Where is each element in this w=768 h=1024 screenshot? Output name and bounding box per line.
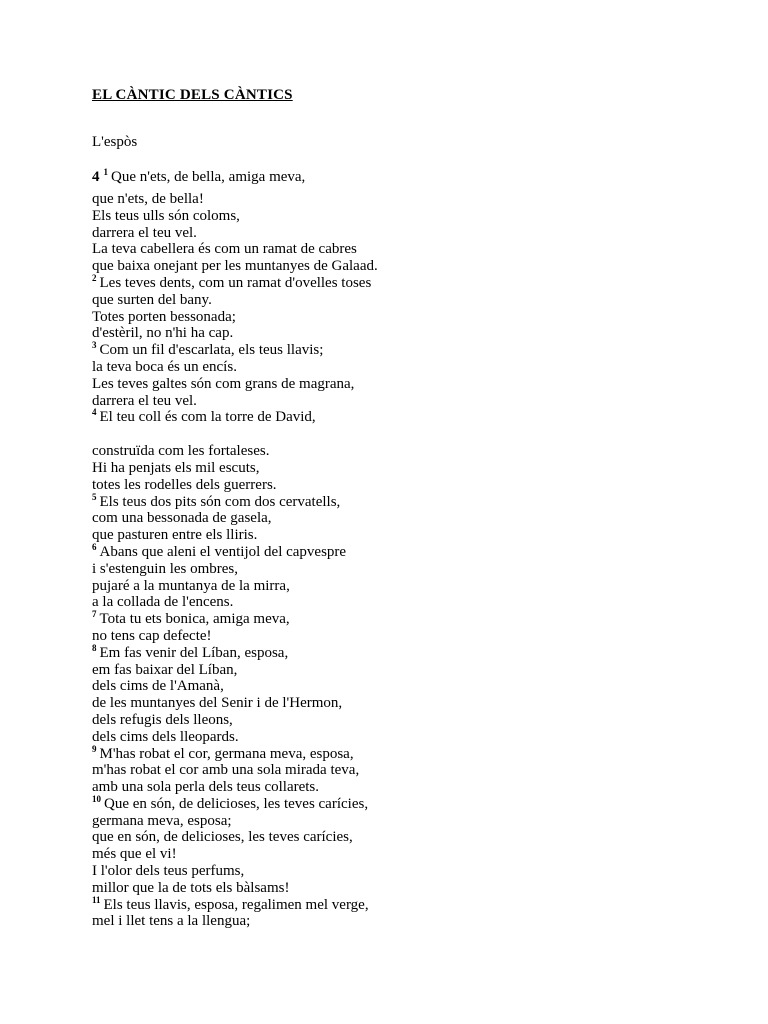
verse-line bbox=[92, 342, 692, 359]
verse-text: que en són, de delicioses, les teves carícies, bbox=[92, 829, 353, 846]
verse-text: m'has robat el cor amb una sola mirada teva, bbox=[92, 762, 360, 779]
verse-line bbox=[92, 258, 692, 275]
verse-text: La teva cabellera és com un ramat de cabres bbox=[92, 241, 357, 258]
verse-text: em fas baixar del Líban, bbox=[92, 661, 238, 678]
verse-text: Els teus llavis, esposa, regalimen mel verge, bbox=[103, 896, 369, 913]
verse-text: M'has robat el cor, germana meva, esposa, bbox=[99, 745, 354, 762]
verse-line bbox=[92, 662, 692, 679]
verse-line bbox=[92, 779, 692, 796]
verse-number: 2 bbox=[92, 272, 97, 283]
document-title: EL CÀNTIC DELS CÀNTICS bbox=[92, 87, 293, 103]
verse-text: de les muntanyes del Senir i de l'Hermon, bbox=[92, 695, 343, 712]
verse-text: d'estèril, no n'hi ha cap. bbox=[92, 325, 234, 342]
verse-line bbox=[92, 846, 692, 863]
verse-text: Em fas venir del Líban, esposa, bbox=[99, 644, 289, 661]
verse-text: Totes porten bessonada; bbox=[92, 308, 236, 325]
verse-block bbox=[92, 168, 692, 930]
verse-line bbox=[92, 628, 692, 645]
verse-text: a la collada de l'encens. bbox=[92, 594, 234, 611]
verse-text: Les teves dents, com un ramat d'ovelles toses bbox=[99, 274, 372, 291]
verse-text: Abans que aleni el ventijol del capvespre bbox=[99, 543, 347, 560]
verse-text: Els teus dos pits són com dos cervatells, bbox=[99, 493, 341, 510]
verse-line bbox=[92, 712, 692, 729]
verse-text: dels cims de l'Amanà, bbox=[92, 678, 224, 695]
verse-line bbox=[92, 894, 692, 914]
verse-number: 8 bbox=[92, 642, 97, 653]
verse-text: dels cims dels lleopards. bbox=[92, 728, 239, 745]
verse-line bbox=[92, 208, 692, 225]
verse-text: dels refugis dels lleons, bbox=[92, 711, 233, 728]
verse-line bbox=[92, 829, 692, 846]
verse-number: 7 bbox=[92, 609, 97, 620]
verse-text: I l'olor dels teus perfums, bbox=[92, 863, 245, 880]
verse-line bbox=[92, 541, 692, 561]
verse-line bbox=[92, 241, 692, 258]
verse-line bbox=[92, 913, 692, 930]
verse-line bbox=[92, 743, 692, 763]
verse-line bbox=[92, 376, 692, 393]
verse-line bbox=[92, 409, 692, 426]
verse-line bbox=[92, 292, 692, 309]
verse-line bbox=[92, 578, 692, 595]
verse-number: 1 bbox=[103, 167, 108, 177]
verse-line bbox=[92, 611, 692, 628]
verse-text: que surten del bany. bbox=[92, 291, 212, 308]
verse-text: que pasturen entre els lliris. bbox=[92, 527, 258, 544]
verse-text: Les teves galtes són com grans de magrana, bbox=[92, 375, 355, 392]
verse-line bbox=[92, 762, 692, 779]
verse-text: i s'estenguin les ombres, bbox=[92, 560, 239, 577]
verse-text: amb una sola perla dels teus collarets. bbox=[92, 779, 320, 796]
verse-line bbox=[92, 359, 692, 376]
verse-line bbox=[92, 695, 692, 712]
verse-line bbox=[92, 225, 692, 242]
verse-number: 5 bbox=[92, 491, 97, 502]
verse-text: Com un fil d'escarlata, els teus llavis; bbox=[99, 342, 324, 359]
verse-line bbox=[92, 309, 692, 326]
verse-text: Tota tu ets bonica, amiga meva, bbox=[99, 611, 290, 628]
document-page bbox=[92, 84, 692, 930]
verse-number: 9 bbox=[92, 743, 97, 754]
verse-text: germana meva, esposa; bbox=[92, 812, 232, 829]
verse-line bbox=[92, 793, 692, 813]
verse-line bbox=[92, 460, 692, 477]
verse-text: que baixa onejant per les muntanyes de Galaad. bbox=[92, 258, 378, 275]
verse-text: darrera el teu vel. bbox=[92, 392, 197, 409]
verse-text: mel i llet tens a la llengua; bbox=[92, 913, 251, 930]
verse-number: 11 bbox=[92, 894, 101, 905]
verse-text: la teva boca és un encís. bbox=[92, 358, 237, 375]
verse-line bbox=[92, 191, 692, 208]
verse-text: totes les rodelles dels guerrers. bbox=[92, 476, 277, 493]
verse-number: 3 bbox=[92, 340, 97, 351]
verse-line bbox=[92, 491, 692, 511]
verse-number: 6 bbox=[92, 541, 97, 552]
verse-line bbox=[92, 863, 692, 880]
verse-text: pujaré a la muntanya de la mirra, bbox=[92, 577, 290, 594]
verse-text: construïda com les fortaleses. bbox=[92, 443, 270, 460]
chapter-number: 4 bbox=[92, 169, 100, 185]
verse-text: Els teus ulls són coloms, bbox=[92, 207, 240, 224]
verse-line bbox=[92, 880, 692, 897]
verse-text: El teu coll és com la torre de David, bbox=[99, 409, 316, 426]
verse-line bbox=[92, 272, 692, 292]
verse-line bbox=[92, 527, 692, 544]
verse-line bbox=[92, 510, 692, 527]
verse-line bbox=[92, 813, 692, 830]
verse-line bbox=[92, 477, 692, 494]
verse-number: 4 bbox=[92, 407, 97, 418]
verse-line bbox=[92, 729, 692, 746]
verse-line bbox=[92, 443, 692, 460]
verse-line bbox=[92, 561, 692, 578]
verse-text: no tens cap defecte! bbox=[92, 627, 212, 644]
verse-text: darrera el teu vel. bbox=[92, 224, 197, 241]
verse-text: Que n'ets, de bella, amiga meva, bbox=[111, 169, 306, 185]
verse-line bbox=[92, 594, 692, 611]
verse-text: que n'ets, de bella! bbox=[92, 191, 204, 207]
verse-line bbox=[92, 678, 692, 695]
verse-line bbox=[92, 642, 692, 662]
verse-number: 10 bbox=[92, 793, 101, 804]
verse-text: com una bessonada de gasela, bbox=[92, 510, 272, 527]
speaker-label: L'espòs bbox=[92, 134, 138, 150]
verse-text: més que el vi! bbox=[92, 846, 177, 863]
verse-line bbox=[92, 393, 692, 410]
verse-line bbox=[92, 325, 692, 342]
verse-text: millor que la de tots els bàlsams! bbox=[92, 879, 290, 896]
verse-line bbox=[92, 168, 692, 186]
verse-text: Hi ha penjats els mil escuts, bbox=[92, 459, 260, 476]
verse-text: Que en són, de delicioses, les teves carícies, bbox=[104, 795, 369, 812]
